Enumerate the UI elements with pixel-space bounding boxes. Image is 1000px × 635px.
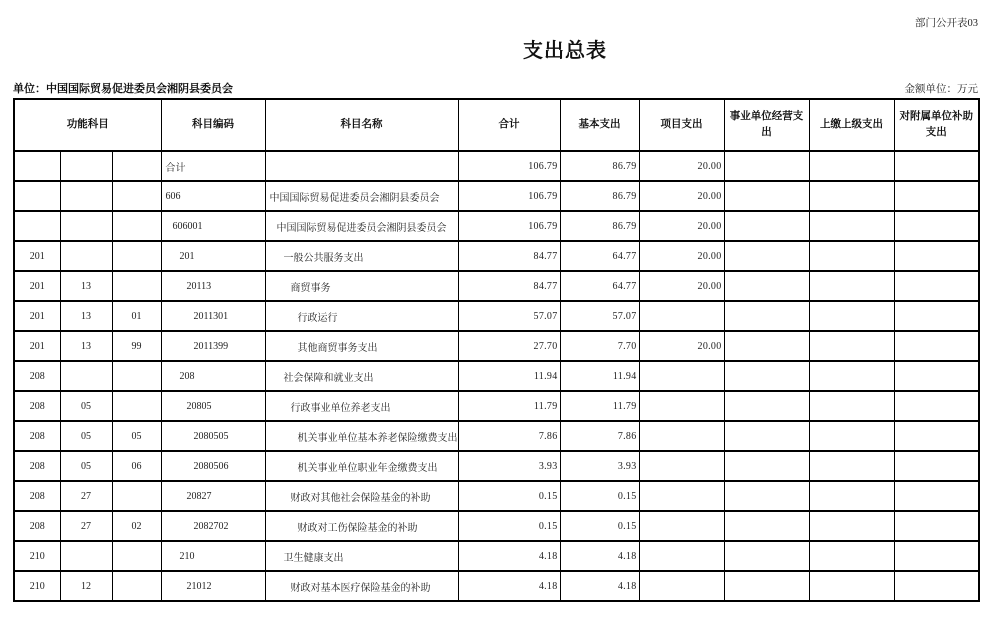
func-item-cell — [112, 391, 161, 421]
func-class-cell: 208 — [14, 451, 60, 481]
subsidy-expenditure-cell — [894, 241, 979, 271]
basic-expenditure-cell: 7.86 — [560, 421, 639, 451]
remit-upper-expenditure-cell — [809, 301, 894, 331]
func-type-cell: 27 — [60, 481, 112, 511]
subsidy-expenditure-cell — [894, 361, 979, 391]
operating-expenditure-cell — [724, 181, 809, 211]
project-expenditure-cell — [639, 361, 724, 391]
subject-name-cell: 财政对工伤保险基金的补助 — [265, 511, 458, 541]
func-type-cell — [60, 241, 112, 271]
basic-expenditure-cell: 11.79 — [560, 391, 639, 421]
table-row — [14, 331, 979, 361]
total-cell: 0.15 — [458, 481, 560, 511]
func-class-cell — [14, 151, 60, 181]
basic-expenditure-cell: 64.77 — [560, 241, 639, 271]
basic-expenditure-cell: 0.15 — [560, 511, 639, 541]
subsidy-expenditure-cell — [894, 511, 979, 541]
subsidy-expenditure-cell — [894, 421, 979, 451]
operating-expenditure-cell — [724, 391, 809, 421]
operating-expenditure-cell — [724, 361, 809, 391]
table-row — [14, 241, 979, 271]
basic-expenditure-cell: 86.79 — [560, 181, 639, 211]
subject-code-cell: 21012 — [161, 571, 265, 601]
expenditure-table — [13, 98, 980, 602]
total-cell: 106.79 — [458, 181, 560, 211]
operating-expenditure-cell — [724, 451, 809, 481]
subject-code-cell: 201 — [161, 241, 265, 271]
table-row — [14, 451, 979, 481]
func-item-cell: 02 — [112, 511, 161, 541]
total-cell: 57.07 — [458, 301, 560, 331]
project-expenditure-cell — [639, 541, 724, 571]
func-item-cell — [112, 271, 161, 301]
subject-code-cell: 606 — [161, 181, 265, 211]
subsidy-expenditure-cell — [894, 481, 979, 511]
table-header-row — [14, 99, 979, 151]
total-cell: 84.77 — [458, 241, 560, 271]
project-expenditure-cell — [639, 571, 724, 601]
subject-code-cell: 208 — [161, 361, 265, 391]
header-basic-expenditure: 基本支出 — [560, 99, 639, 151]
func-type-cell: 13 — [60, 271, 112, 301]
table-row — [14, 211, 979, 241]
func-type-cell — [60, 151, 112, 181]
table-row — [14, 151, 979, 181]
func-class-cell: 201 — [14, 301, 60, 331]
func-type-cell — [60, 211, 112, 241]
amount-unit-label: 金额单位：万元 — [904, 84, 978, 95]
total-cell: 7.86 — [458, 421, 560, 451]
remit-upper-expenditure-cell — [809, 481, 894, 511]
func-type-cell: 12 — [60, 571, 112, 601]
subject-name-cell: 机关事业单位基本养老保险缴费支出 — [265, 421, 458, 451]
subject-name-cell: 机关事业单位职业年金缴费支出 — [265, 451, 458, 481]
func-class-cell: 201 — [14, 271, 60, 301]
project-expenditure-cell — [639, 301, 724, 331]
func-class-cell: 201 — [14, 241, 60, 271]
total-cell: 11.79 — [458, 391, 560, 421]
basic-expenditure-cell: 57.07 — [560, 301, 639, 331]
operating-expenditure-cell — [724, 271, 809, 301]
func-class-cell: 208 — [14, 361, 60, 391]
total-cell: 11.94 — [458, 361, 560, 391]
subsidy-expenditure-cell — [894, 571, 979, 601]
subject-code-cell: 20805 — [161, 391, 265, 421]
subject-code-cell: 210 — [161, 541, 265, 571]
func-class-cell — [14, 211, 60, 241]
operating-expenditure-cell — [724, 241, 809, 271]
subject-code-cell: 606001 — [161, 211, 265, 241]
total-cell: 4.18 — [458, 571, 560, 601]
operating-expenditure-cell — [724, 421, 809, 451]
subject-code-cell: 2080506 — [161, 451, 265, 481]
subject-name-cell: 一般公共服务支出 — [265, 241, 458, 271]
table-row — [14, 541, 979, 571]
total-cell: 106.79 — [458, 151, 560, 181]
subsidy-expenditure-cell — [894, 541, 979, 571]
header-subject-code: 科目编码 — [161, 99, 265, 151]
subject-name-cell: 中国国际贸易促进委员会湘阴县委员会 — [265, 211, 458, 241]
project-expenditure-cell: 20.00 — [639, 181, 724, 211]
remit-upper-expenditure-cell — [809, 181, 894, 211]
remit-upper-expenditure-cell — [809, 391, 894, 421]
table-body — [14, 151, 979, 601]
func-type-cell — [60, 541, 112, 571]
basic-expenditure-cell: 3.93 — [560, 451, 639, 481]
total-cell: 3.93 — [458, 451, 560, 481]
func-type-cell: 05 — [60, 421, 112, 451]
remit-upper-expenditure-cell — [809, 511, 894, 541]
table-row — [14, 481, 979, 511]
subject-name-cell: 社会保障和就业支出 — [265, 361, 458, 391]
remit-upper-expenditure-cell — [809, 571, 894, 601]
table-row — [14, 391, 979, 421]
func-class-cell: 208 — [14, 511, 60, 541]
table-row — [14, 271, 979, 301]
total-cell: 106.79 — [458, 211, 560, 241]
total-cell: 4.18 — [458, 541, 560, 571]
operating-expenditure-cell — [724, 151, 809, 181]
func-type-cell: 13 — [60, 301, 112, 331]
func-item-cell — [112, 541, 161, 571]
func-item-cell — [112, 361, 161, 391]
table-row — [14, 511, 979, 541]
subsidy-expenditure-cell — [894, 301, 979, 331]
header-subsidy-expenditure: 对附属单位补助支出 — [894, 99, 979, 151]
subject-name-cell: 中国国际贸易促进委员会湘阴县委员会 — [265, 181, 458, 211]
subject-code-cell: 2011399 — [161, 331, 265, 361]
func-item-cell — [112, 151, 161, 181]
operating-expenditure-cell — [724, 511, 809, 541]
basic-expenditure-cell: 64.77 — [560, 271, 639, 301]
header-total: 合计 — [458, 99, 560, 151]
operating-expenditure-cell — [724, 301, 809, 331]
project-expenditure-cell: 20.00 — [639, 271, 724, 301]
func-class-cell: 208 — [14, 391, 60, 421]
func-class-cell: 208 — [14, 421, 60, 451]
remit-upper-expenditure-cell — [809, 271, 894, 301]
subject-name-cell: 财政对基本医疗保险基金的补助 — [265, 571, 458, 601]
table-row — [14, 571, 979, 601]
remit-upper-expenditure-cell — [809, 541, 894, 571]
subject-code-cell: 2011301 — [161, 301, 265, 331]
basic-expenditure-cell: 11.94 — [560, 361, 639, 391]
header-remit-upper-expenditure: 上缴上级支出 — [809, 99, 894, 151]
func-item-cell — [112, 211, 161, 241]
subject-name-cell: 行政运行 — [265, 301, 458, 331]
func-class-cell: 210 — [14, 571, 60, 601]
project-expenditure-cell — [639, 481, 724, 511]
subject-name-cell: 行政事业单位养老支出 — [265, 391, 458, 421]
table-row — [14, 421, 979, 451]
func-item-cell: 99 — [112, 331, 161, 361]
subsidy-expenditure-cell — [894, 391, 979, 421]
func-class-cell: 208 — [14, 481, 60, 511]
subsidy-expenditure-cell — [894, 181, 979, 211]
table-row — [14, 361, 979, 391]
total-cell: 27.70 — [458, 331, 560, 361]
project-expenditure-cell — [639, 421, 724, 451]
subject-code-cell: 20827 — [161, 481, 265, 511]
subject-name-cell: 其他商贸事务支出 — [265, 331, 458, 361]
remit-upper-expenditure-cell — [809, 151, 894, 181]
func-item-cell: 06 — [112, 451, 161, 481]
basic-expenditure-cell: 7.70 — [560, 331, 639, 361]
subject-code-cell: 合计 — [161, 151, 265, 181]
header-subject-name: 科目名称 — [265, 99, 458, 151]
func-item-cell — [112, 571, 161, 601]
table-row — [14, 301, 979, 331]
page-title: 支出总表 — [523, 40, 607, 62]
project-expenditure-cell: 20.00 — [639, 211, 724, 241]
remit-upper-expenditure-cell — [809, 361, 894, 391]
doc-code-label: 部门公开表03 — [915, 18, 978, 29]
header-operating-expenditure: 事业单位经营支出 — [724, 99, 809, 151]
subsidy-expenditure-cell — [894, 151, 979, 181]
table-row — [14, 181, 979, 211]
subsidy-expenditure-cell — [894, 271, 979, 301]
project-expenditure-cell — [639, 451, 724, 481]
header-project-expenditure: 项目支出 — [639, 99, 724, 151]
func-type-cell: 13 — [60, 331, 112, 361]
total-cell: 84.77 — [458, 271, 560, 301]
func-class-cell — [14, 181, 60, 211]
func-type-cell: 05 — [60, 391, 112, 421]
basic-expenditure-cell: 86.79 — [560, 211, 639, 241]
operating-expenditure-cell — [724, 481, 809, 511]
subject-code-cell: 2080505 — [161, 421, 265, 451]
total-cell: 0.15 — [458, 511, 560, 541]
subsidy-expenditure-cell — [894, 211, 979, 241]
remit-upper-expenditure-cell — [809, 211, 894, 241]
unit-label: 单位：中国国际贸易促进委员会湘阴县委员会 — [13, 83, 233, 95]
remit-upper-expenditure-cell — [809, 421, 894, 451]
func-class-cell: 210 — [14, 541, 60, 571]
remit-upper-expenditure-cell — [809, 241, 894, 271]
subject-name-cell: 商贸事务 — [265, 271, 458, 301]
project-expenditure-cell: 20.00 — [639, 151, 724, 181]
func-item-cell — [112, 241, 161, 271]
operating-expenditure-cell — [724, 571, 809, 601]
basic-expenditure-cell: 4.18 — [560, 571, 639, 601]
remit-upper-expenditure-cell — [809, 331, 894, 361]
basic-expenditure-cell: 86.79 — [560, 151, 639, 181]
func-type-cell — [60, 181, 112, 211]
header-func-subject: 功能科目 — [14, 99, 161, 151]
subsidy-expenditure-cell — [894, 451, 979, 481]
project-expenditure-cell — [639, 391, 724, 421]
func-class-cell: 201 — [14, 331, 60, 361]
basic-expenditure-cell: 0.15 — [560, 481, 639, 511]
func-item-cell: 05 — [112, 421, 161, 451]
project-expenditure-cell: 20.00 — [639, 241, 724, 271]
func-item-cell — [112, 481, 161, 511]
operating-expenditure-cell — [724, 541, 809, 571]
project-expenditure-cell — [639, 511, 724, 541]
project-expenditure-cell: 20.00 — [639, 331, 724, 361]
func-type-cell — [60, 361, 112, 391]
basic-expenditure-cell: 4.18 — [560, 541, 639, 571]
subject-name-cell: 财政对其他社会保险基金的补助 — [265, 481, 458, 511]
func-type-cell: 05 — [60, 451, 112, 481]
operating-expenditure-cell — [724, 331, 809, 361]
subject-name-cell — [265, 151, 458, 181]
subject-code-cell: 2082702 — [161, 511, 265, 541]
subject-name-cell: 卫生健康支出 — [265, 541, 458, 571]
remit-upper-expenditure-cell — [809, 451, 894, 481]
operating-expenditure-cell — [724, 211, 809, 241]
func-type-cell: 27 — [60, 511, 112, 541]
func-item-cell — [112, 181, 161, 211]
subject-code-cell: 20113 — [161, 271, 265, 301]
func-item-cell: 01 — [112, 301, 161, 331]
subsidy-expenditure-cell — [894, 331, 979, 361]
